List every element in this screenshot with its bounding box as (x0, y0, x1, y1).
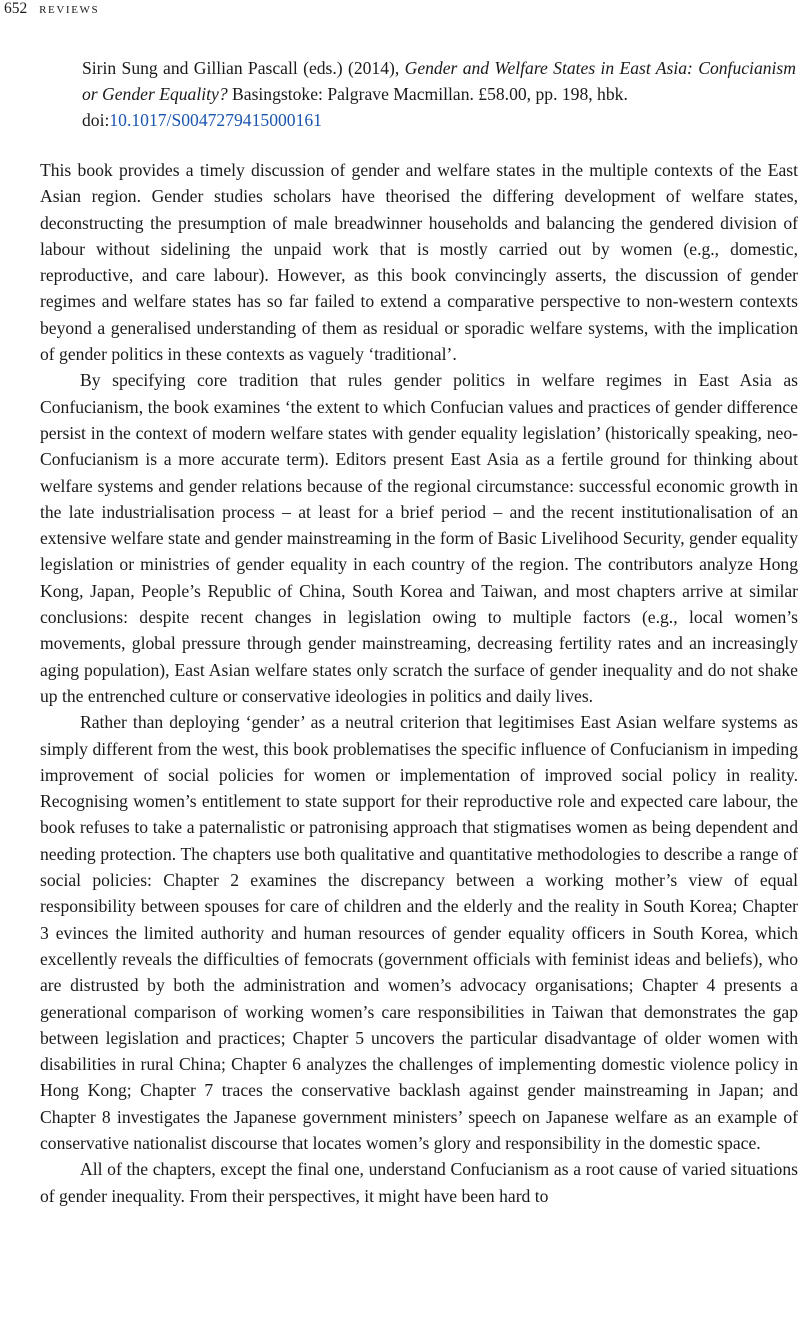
paragraph-1: This book provides a timely discussion of gender and welfare states in the multiple contexts of the East Asian region. Gender studies scholars have theorised the differing development of welfare states, deconstructing the presumption of male breadwinner households and balancing the gendered division of labour without sidelining the unpaid work that is mostly carried out by women (e.g., domestic, reproductive, and care labour). However, as this book convincingly asserts, the discussion of gender regimes and welfare states has so far failed to extend a comparative perspective to non-western contexts beyond a generalised understanding of them as residual or sporadic welfare systems, with the implication of gender politics in these contexts as vaguely ‘traditional’. (40, 160, 798, 365)
paragraph-3: Rather than deploying ‘gender’ as a neutral criterion that legitimises East Asian welfare systems as simply different from the west, this book problematises the specific influence of Confucianism in impeding improvement of social policies for women or implementation of improved social policy in reality. Recognising women’s entitlement to state support for their reproductive role and expected care labour, the book refuses to take a paternalistic or patronising approach that stigmatises women as being dependent and needing protection. The chapters use both qualitative and quantitative methodologies to describe a range of social policies: Chapter 2 examines the discrepancy between a working mother’s view of equal responsibility between spouses for care of children and the elderly and the reality in South Korea; Chapter 3 evinces the limited authority and human resources of gender equality officers in South Korea, which excellently reveals the difficulties of femocrats (government officials with feminist ideas and beliefs), who are distrusted by both the administration and women’s advocacy organisations; Chapter 4 presents a generational comparison of working women’s care responsibilities in Taiwan that demonstrates the gap between legislation and practices; Chapter 5 uncovers the particular disadvantage of older women with disabilities in rural China; Chapter 6 analyzes the challenges of implementing domestic violence policy in Hong Kong; Chapter 7 traces the conservative backlash against gender mainstreaming in Japan; and Chapter 8 investigates the Japanese government ministers’ speech on Japanese welfare as an example of conservative nationalist discourse that locates women’s glory and responsibility in the domestic space. (40, 712, 798, 1153)
page-number: 652 (4, 0, 28, 17)
citation-authors: Sirin Sung and Gillian Pascall (eds.) (2014), (82, 58, 400, 78)
running-head: reviews (39, 0, 100, 17)
paragraph-4: All of the chapters, except the final one, understand Confucianism as a root cause of varied situations of gender inequality. From their perspectives, it might have been hard to (40, 1159, 798, 1206)
book-citation (82, 55, 796, 134)
doi-link[interactable]: 10.1017/S0047279415000161 (109, 110, 322, 131)
page-header (4, 0, 800, 20)
review-body (40, 157, 798, 1209)
citation-publisher: Basingstoke: Palgrave Macmillan. £58.00, pp. 198, hbk. (232, 84, 628, 105)
citation-book-title: Gender and Welfare States in East Asia: Confucianism or Gender Equality? (82, 58, 796, 105)
doi-label: doi: (82, 110, 110, 131)
paragraph-2: By specifying core tradition that rules gender politics in welfare regimes in East Asia as Confucianism, the book examines ‘the extent to which Confucian values and practices of gender difference persist in the context of modern welfare states with gender equality legislation’ (historically speaking, neo-Confucianism is a more accurate term). Editors present East Asia as a fertile ground for thinking about welfare systems and gender relations because of the regional circumstance: successful economic growth in the late industrialisation process – at least for a brief period – and the recent institutionalisation of an extensive welfare state and gender mainstreaming in the form of Basic Livelihood Security, gender equality legislation or ministries of gender equality in each country of the region. The contributors analyze Hong Kong, Japan, People’s Republic of China, South Korea and Taiwan, and most chapters arrive at similar conclusions: despite recent changes in legislation owing to multiple factors (e.g., local women’s movements, global pressure through gender mainstreaming, decreasing fertility rates and an increasingly aging population), East Asian welfare states only scratch the surface of gender inequality and do not shake up the entrenched culture or conservative ideologies in politics and daily lives. (40, 370, 798, 706)
